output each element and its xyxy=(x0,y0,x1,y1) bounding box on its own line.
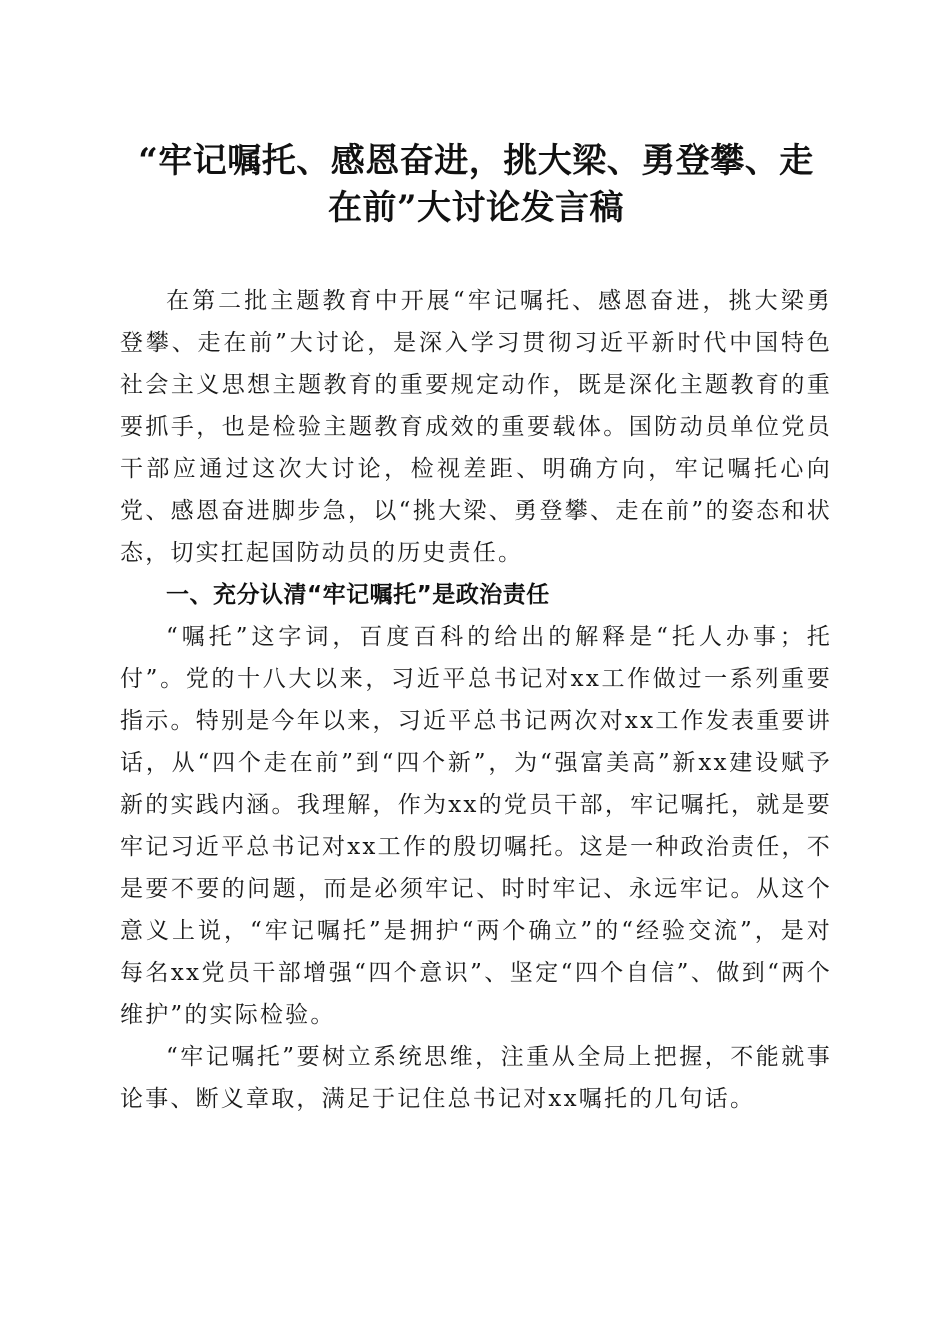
document-body xyxy=(120,280,832,1120)
body-paragraph: “嘱托”这字词，百度百科的给出的解释是“托人办事；托付”。党的十八大以来，习近平总书记对xx工作做过一系列重要指示。特别是今年以来，习近平总书记两次对xx工作发表重要讲话，从“四个走在前”到“四个新”，为“强富美高”新xx建设赋予新的实践内涵。我理解，作为xx的党员干部，牢记嘱托，就是要牢记习近平总书记对xx工作的殷切嘱托。这是一种政治责任，不是要不要的问题，而是必须牢记、时时牢记、永远牢记。从这个意义上说，“牢记嘱托”是拥护“两个确立”的“经验交流”，是对每名xx党员干部增强“四个意识”、坚定“四个自信”、做到“两个维护”的实际检验。 xyxy=(120,624,832,1028)
document-title xyxy=(120,138,832,232)
title-line-2: 在前”大讨论发言稿 xyxy=(327,188,625,228)
intro-paragraph: 在第二批主题教育中开展“牢记嘱托、感恩奋进，挑大梁勇登攀、走在前”大讨论，是深入学习贯彻习近平新时代中国特色社会主义思想主题教育的重要规定动作，既是深化主题教育的重要抓手，也是检验主题教育成效的重要载体。国防动员单位党员干部应通过这次大讨论，检视差距、明确方向，牢记嘱托心向党、感恩奋进脚步急，以“挑大梁、勇登攀、走在前”的姿态和状态，切实扛起国防动员的历史责任。 xyxy=(120,288,832,566)
body-paragraph: “牢记嘱托”要树立系统思维，注重从全局上把握，不能就事论事、断义章取，满足于记住总书记对xx嘱托的几句话。 xyxy=(120,1044,832,1112)
title-line-1: “牢记嘱托、感恩奋进，挑大梁、勇登攀、走 xyxy=(138,141,814,181)
section-heading: 一、充分认清“牢记嘱托”是政治责任 xyxy=(166,582,550,608)
